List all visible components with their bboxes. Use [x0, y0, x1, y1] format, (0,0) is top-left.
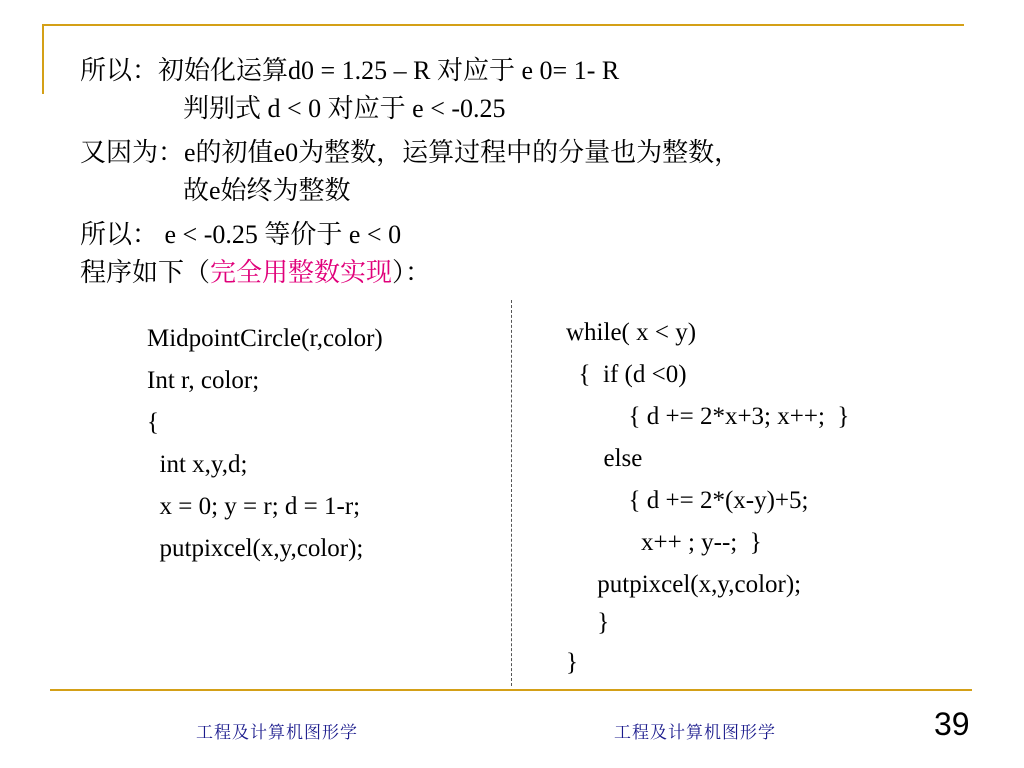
code-right-line-6: x++ ; y--; }: [566, 529, 762, 556]
code-right-line-5: { d += 2*(x-y)+5;: [566, 487, 809, 514]
text-line-3: 又因为：e的初值e0为整数，运算过程中的分量也为整数，: [80, 138, 741, 167]
page-number: 39: [934, 706, 970, 742]
code-left-line-4: int x,y,d;: [147, 451, 248, 478]
footer-left-text: 工程及计算机图形学: [196, 723, 358, 743]
code-left-line-1: MidpointCircle(r,color): [147, 325, 383, 352]
code-right-line-7: putpixcel(x,y,color);: [566, 571, 802, 598]
code-right-line-9: }: [566, 649, 578, 676]
code-right-line-3: { d += 2*x+3; x++; }: [566, 403, 850, 430]
program-intro-prefix: 程序如下（: [80, 258, 211, 287]
code-left-line-5: x = 0; y = r; d = 1-r;: [147, 493, 361, 520]
text-line-4: 故e始终为整数: [183, 176, 351, 205]
top-border-line: [42, 24, 964, 26]
footer-right-text: 工程及计算机图形学: [614, 723, 776, 743]
text-line-1: 所以：初始化运算d0 = 1.25 – R 对应于 e 0= 1- R: [80, 56, 620, 85]
program-intro-line: [80, 256, 431, 290]
program-intro-suffix: ）：: [392, 258, 432, 287]
text-line-2: 判别式 d < 0 对应于 e < -0.25: [183, 94, 506, 123]
code-left-line-2: Int r, color;: [147, 367, 260, 394]
code-left-line-3: {: [147, 409, 159, 436]
code-right-line-2: { if (d <0): [566, 361, 687, 388]
left-border-line: [42, 24, 44, 94]
code-right-line-4: else: [566, 445, 643, 472]
text-line-5: 所以： e < -0.25 等价于 e < 0: [80, 220, 402, 249]
bottom-border-line: [50, 689, 972, 691]
code-right-line-1: while( x < y): [566, 319, 697, 346]
code-left-line-6: putpixcel(x,y,color);: [147, 535, 364, 562]
program-intro-highlight: 完全用整数实现: [210, 258, 393, 287]
code-right-line-8: }: [566, 609, 610, 636]
column-divider: [511, 300, 512, 686]
